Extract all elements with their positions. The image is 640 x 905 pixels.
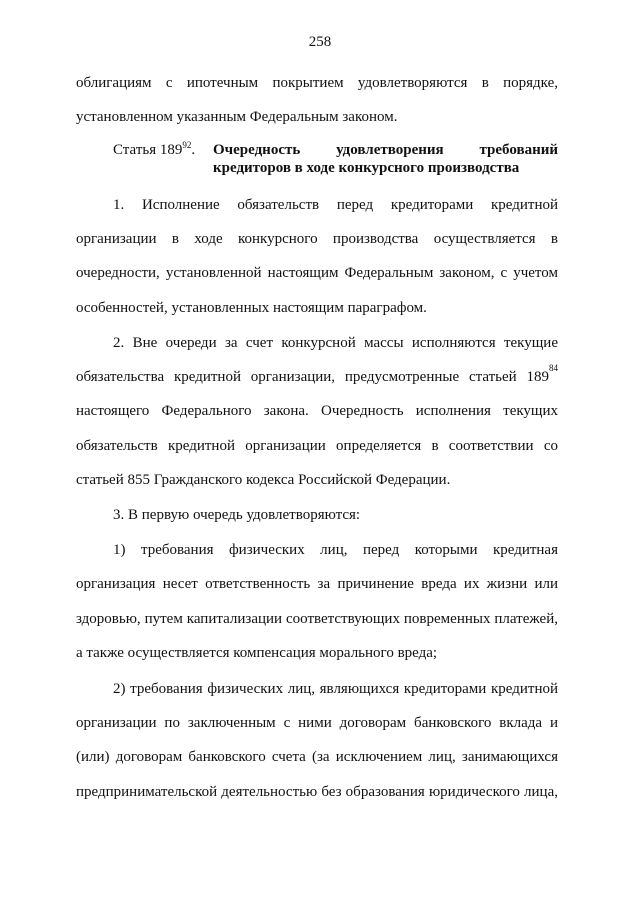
p1-line-4: особенностей, установленных настоящим параграфом. bbox=[76, 300, 427, 316]
intro-line-2: установленном указанным Федеральным законом. bbox=[76, 109, 398, 125]
item2-line-2: организации по заключенным с ними договорам банковского вклада и bbox=[76, 715, 558, 731]
item1-line-1: 1) требования физических лиц, перед которыми кредитная bbox=[113, 542, 558, 558]
p3-line: 3. В первую очередь удовлетворяются: bbox=[113, 507, 361, 523]
article-label-text: Статья 189 bbox=[113, 142, 183, 158]
article-title-line-1: Очередность удовлетворения требований bbox=[213, 142, 558, 158]
article-label-suffix: . bbox=[191, 142, 196, 158]
item2-line-3: (или) договорам банковского счета (за исключением лиц, занимающихся bbox=[76, 749, 558, 765]
intro-line-1: облигациям с ипотечным покрытием удовлетворяются в порядке, bbox=[76, 75, 558, 91]
p2-line-2 bbox=[76, 363, 558, 386]
p1-line-3: очередности, установленной настоящим Федеральным законом, с учетом bbox=[76, 265, 558, 281]
item1-line-3: здоровью, путем капитализации соответствующих повременных платежей, bbox=[76, 611, 558, 627]
page-number: 258 bbox=[308, 34, 332, 50]
article-title-line-2: кредиторов в ходе конкурсного производства bbox=[213, 160, 520, 176]
p1-line-1: 1. Исполнение обязательств перед кредиторами кредитной bbox=[113, 197, 558, 213]
item1-line-4: а также осуществляется компенсация морального вреда; bbox=[76, 645, 438, 661]
item2-line-1: 2) требования физических лиц, являющихся кредиторами кредитной bbox=[113, 681, 558, 697]
item1-line-2: организация несет ответственность за причинение вреда их жизни или bbox=[76, 576, 558, 592]
p2-line-2-sup: 84 bbox=[549, 363, 558, 373]
p1-line-2: организации в ходе конкурсного производства осуществляется в bbox=[76, 231, 558, 247]
p2-line-4: обязательств кредитной организации определяется в соответствии со bbox=[76, 438, 558, 454]
article-label bbox=[113, 141, 195, 159]
p2-line-2-text: обязательства кредитной организации, предусмотренные статьей 189 bbox=[76, 369, 549, 385]
p2-line-3: настоящего Федерального закона. Очередность исполнения текущих bbox=[76, 403, 558, 419]
article-label-sup: 92 bbox=[182, 140, 192, 150]
p2-line-1: 2. Вне очереди за счет конкурсной массы исполняются текущие bbox=[113, 335, 558, 351]
item2-line-4: предпринимательской деятельностью без образования юридического лица, bbox=[76, 784, 558, 800]
p2-line-5: статьей 855 Гражданского кодекса Российской Федерации. bbox=[76, 472, 451, 488]
